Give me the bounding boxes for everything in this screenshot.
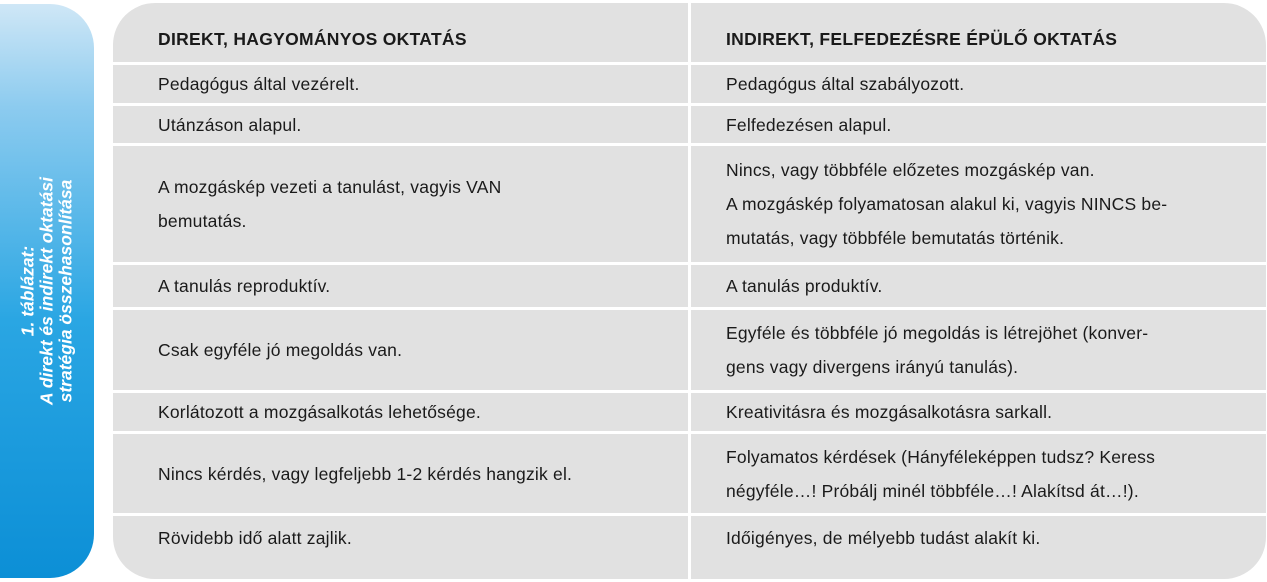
cell-indirect: Kreativitásra és mozgásalkotásra sarkall. <box>726 402 1053 422</box>
cell-direct: Csak egyféle jó megoldás van. <box>158 340 403 360</box>
caption-line-3: stratégia összehasonlítása <box>55 179 76 403</box>
caption-line-1: 1. táblázat: <box>17 245 38 337</box>
table-row <box>113 516 1266 579</box>
table-row <box>113 393 1266 431</box>
cell-direct: Rövidebb idő alatt zajlik. <box>158 528 352 548</box>
table-header-row <box>113 3 1266 62</box>
cell-indirect: A tanulás produktív. <box>726 276 883 296</box>
cell-direct: Pedagógus által vezérelt. <box>158 74 360 94</box>
table-row <box>113 265 1266 307</box>
table-row <box>113 310 1266 390</box>
table-caption <box>19 21 76 561</box>
cell-indirect: Pedagógus által szabályozott. <box>726 74 965 94</box>
cell-direct: Nincs kérdés, vagy legfeljebb 1-2 kérdés hangzik el. <box>158 463 573 484</box>
header-indirect: INDIREKT, FELFEDEZÉSRE ÉPÜLŐ OKTATÁS <box>726 28 1118 49</box>
table-row <box>113 146 1266 262</box>
table-row <box>113 65 1266 103</box>
cell-indirect: Nincs, vagy többféle előzetes mozgáskép van. A mozgáskép folyamatosan alakul ki, vagyis NINCS be- mutatás, vagy többféle bemutatás történik. <box>726 160 1168 248</box>
cell-indirect: Felfedezésen alapul. <box>726 114 892 135</box>
caption-line-2: A direkt és indirekt oktatási <box>36 177 57 405</box>
table-caption-tab <box>0 4 94 578</box>
cell-direct: A tanulás reproduktív. <box>158 276 331 296</box>
header-direct: DIREKT, HAGYOMÁNYOS OKTATÁS <box>158 28 467 49</box>
cell-direct: Korlátozott a mozgásalkotás lehetősége. <box>158 402 481 422</box>
table-row <box>113 106 1266 143</box>
comparison-table <box>113 3 1266 579</box>
cell-direct: Utánzáson alapul. <box>158 114 302 135</box>
cell-indirect: Időigényes, de mélyebb tudást alakít ki. <box>726 528 1041 548</box>
cell-indirect: Folyamatos kérdések (Hányféleképpen tudsz? Keress négyféle…! Próbálj minél többféle…! Alakítsd át…!). <box>726 446 1156 501</box>
cell-indirect: Egyféle és többféle jó megoldás is létrejöhet (konver- gens vagy divergens irányú tanulás). <box>726 323 1149 377</box>
cell-direct: A mozgáskép vezeti a tanulást, vagyis VAN bemutatás. <box>158 177 502 231</box>
table-row <box>113 434 1266 513</box>
